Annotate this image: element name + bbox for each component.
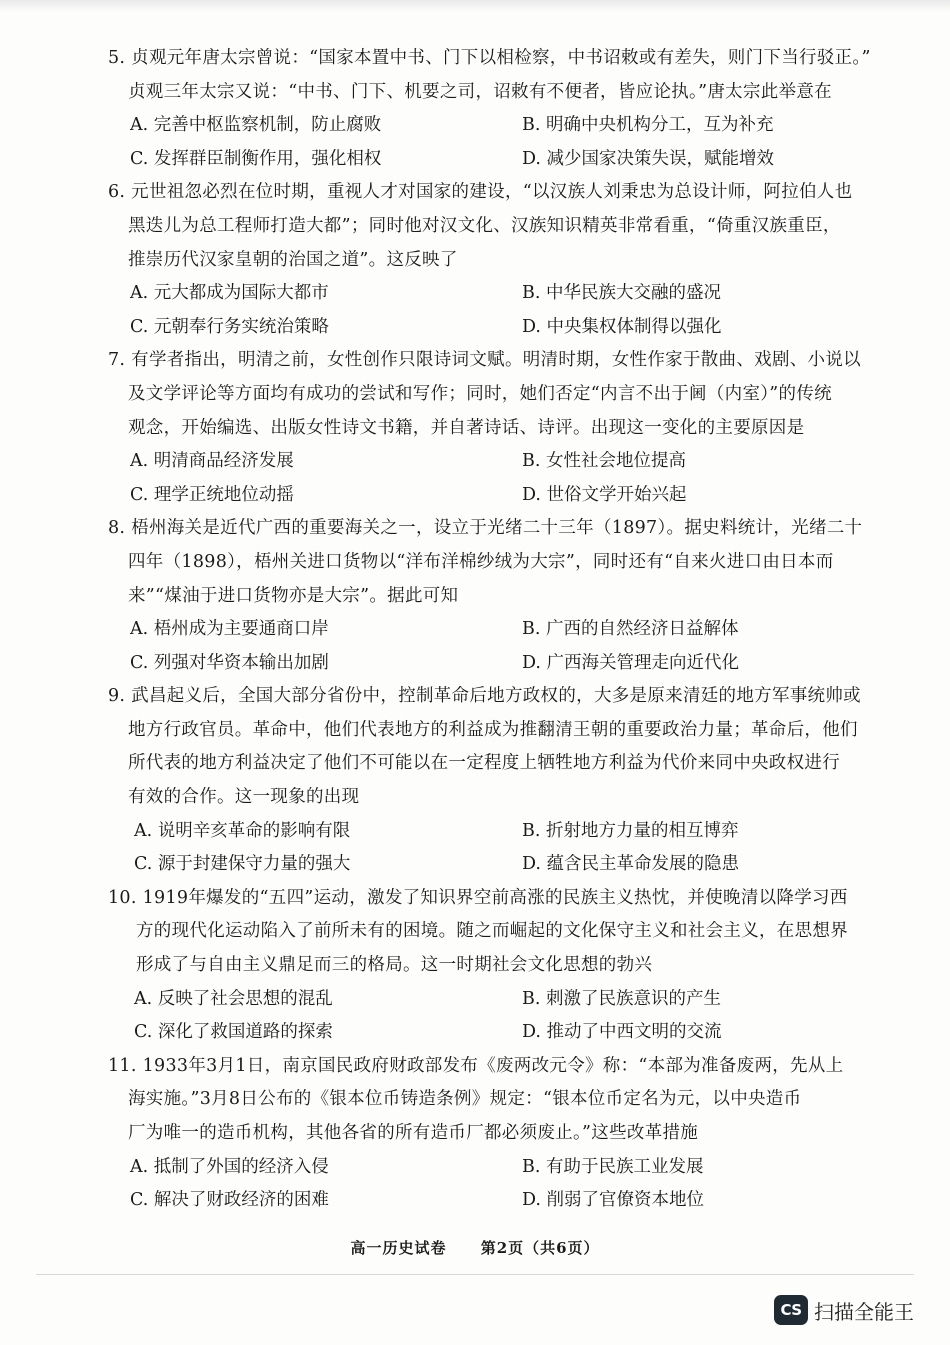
question-6-options-row-1 bbox=[108, 277, 864, 311]
question-10-options-row-2 bbox=[108, 1016, 864, 1050]
question-9-line-3: 所代表的地方利益决定了他们不可能以在一定程度上牺牲地方利益为代价来同中央政权进行 bbox=[128, 753, 840, 774]
question-9-line-2: 地方行政官员。革命中，他们代表地方的利益成为推翻清王朝的重要政治力量；革命后，他们 bbox=[128, 719, 858, 740]
question-7-line-3: 观念，开始编选、出版女性诗文书籍，并自著诗话、诗评。出现这一变化的主要原因是 bbox=[128, 417, 805, 438]
question-7 bbox=[108, 344, 864, 512]
question-9-options-row-1 bbox=[108, 815, 864, 849]
option-c: C. 深化了救国道路的探索 bbox=[134, 1022, 333, 1043]
question-11-line-3: 厂为唯一的造币机构，其他各省的所有造币厂都必须废止。”这些改革措施 bbox=[128, 1123, 699, 1143]
option-c: C. 源于封建保守力量的强大 bbox=[134, 854, 351, 875]
scanner-watermark bbox=[774, 1295, 914, 1325]
question-7-line-2: 及文学评论等方面均有成功的尝试和写作；同时，她们否定“内言不出于阃（内室）”的传统 bbox=[128, 383, 832, 404]
question-5-line-2: 贞观三年太宗又说：“中书、门下、机要之司，诏敕有不便者，皆应论执。”唐太宗此举意在 bbox=[128, 81, 832, 102]
footer-page-number: 第2页（共6页） bbox=[480, 1239, 600, 1257]
camscanner-logo-icon: CS bbox=[774, 1295, 808, 1325]
option-d: D. 广西海关管理走向近代化 bbox=[522, 652, 740, 673]
option-a: A. 抵制了外国的经济入侵 bbox=[130, 1156, 329, 1177]
option-d: D. 中央集权体制得以强化 bbox=[522, 316, 722, 337]
question-8 bbox=[108, 512, 864, 680]
question-5 bbox=[108, 42, 871, 176]
option-c: C. 元朝奉行务实统治策略 bbox=[130, 316, 329, 337]
question-6-line-3: 推崇历代汉家皇朝的治国之道”。这反映了 bbox=[128, 249, 458, 270]
question-8-line-3: 来”“煤油于进口货物亦是大宗”。据此可知 bbox=[128, 585, 459, 606]
question-8-line-1: 8. 梧州海关是近代广西的重要海关之一，设立于光绪二十三年（1897）。据史料统计，光绪二十 bbox=[108, 518, 863, 539]
question-8-line-2: 四年（1898），梧州关进口货物以“洋布洋棉纱绒为大宗”，同时还有“自来火进口由日本而 bbox=[128, 551, 834, 572]
question-8-options-row-1 bbox=[108, 613, 864, 647]
option-a: A. 梧州成为主要通商口岸 bbox=[130, 619, 329, 640]
option-b: B. 有助于民族工业发展 bbox=[522, 1156, 704, 1177]
question-9-line-1: 9. 武昌起义后，全国大部分省份中，控制革命后地方政权的，大多是原来清廷的地方军事统帅或 bbox=[108, 686, 861, 707]
option-a: A. 元大都成为国际大都市 bbox=[130, 283, 329, 304]
question-5-options-row-1 bbox=[108, 109, 864, 143]
question-11 bbox=[108, 1050, 864, 1218]
question-10 bbox=[108, 882, 864, 1050]
question-7-options-row-2 bbox=[108, 479, 864, 513]
scan-edge-shadow bbox=[0, 0, 950, 12]
option-a: A. 明清商品经济发展 bbox=[130, 451, 294, 472]
option-c: C. 解决了财政经济的困难 bbox=[130, 1190, 329, 1211]
question-6-line-1: 6. 元世祖忽必烈在位时期，重视人才对国家的建设，“以汉族人刘秉忠为总设计师，阿拉伯人也 bbox=[108, 182, 853, 203]
option-b: B. 明确中央机构分工，互为补充 bbox=[522, 115, 774, 136]
option-d: D. 推动了中西文明的交流 bbox=[522, 1022, 722, 1043]
questions-area bbox=[108, 42, 871, 1218]
question-11-options-row-1 bbox=[108, 1151, 864, 1185]
question-11-options-row-2 bbox=[108, 1184, 864, 1218]
question-7-options-row-1 bbox=[108, 445, 864, 479]
page-footer bbox=[0, 1237, 950, 1258]
option-c: C. 理学正统地位动摇 bbox=[130, 484, 294, 505]
question-9-options-row-2 bbox=[108, 848, 864, 882]
option-a: A. 完善中枢监察机制，防止腐败 bbox=[130, 115, 382, 136]
question-7-line-1: 7. 有学者指出，明清之前，女性创作只限诗词文赋。明清时期，女性作家于散曲、戏剧、小说以 bbox=[108, 350, 861, 371]
question-10-options-row-1 bbox=[108, 983, 864, 1017]
option-c: C. 发挥群臣制衡作用，强化相权 bbox=[130, 148, 382, 169]
question-6 bbox=[108, 176, 864, 344]
option-b: B. 女性社会地位提高 bbox=[522, 451, 686, 472]
question-11-line-2: 海实施。”3月8日公布的《银本位币铸造条例》规定：“银本位币定名为元，以中央造币 bbox=[128, 1089, 802, 1110]
option-c: C. 列强对华资本输出加剧 bbox=[130, 652, 329, 673]
question-9-line-4: 有效的合作。这一现象的出现 bbox=[128, 787, 360, 808]
option-a: A. 说明辛亥革命的影响有限 bbox=[134, 820, 351, 841]
question-5-options-row-2 bbox=[108, 143, 864, 177]
question-8-options-row-2 bbox=[108, 647, 864, 681]
option-b: B. 中华民族大交融的盛况 bbox=[522, 283, 721, 304]
option-b: B. 广西的自然经济日益解体 bbox=[522, 619, 739, 640]
option-d: D. 世俗文学开始兴起 bbox=[522, 484, 687, 505]
option-d: D. 蕴含民主革命发展的隐患 bbox=[522, 854, 740, 875]
question-9 bbox=[108, 680, 864, 882]
option-d: D. 减少国家决策失误，赋能增效 bbox=[522, 148, 775, 169]
footer-title: 高一历史试卷 bbox=[350, 1239, 447, 1257]
question-6-options-row-2 bbox=[108, 311, 864, 345]
option-b: B. 刺激了民族意识的产生 bbox=[522, 988, 721, 1009]
footer-divider bbox=[36, 1274, 914, 1275]
option-d: D. 削弱了官僚资本地位 bbox=[522, 1190, 705, 1211]
question-10-line-3: 形成了与自由主义鼎足而三的格局。这一时期社会文化思想的勃兴 bbox=[136, 955, 653, 976]
option-b: B. 折射地方力量的相互博弈 bbox=[522, 820, 739, 841]
question-10-line-2: 方的现代化运动陷入了前所未有的困境。随之而崛起的文化保守主义和社会主义，在思想界 bbox=[136, 921, 848, 942]
question-5-line-1: 5. 贞观元年唐太宗曾说：“国家本置中书、门下以相检察，中书诏敕或有差失，则门下当行驳正。” bbox=[108, 48, 871, 68]
option-a: A. 反映了社会思想的混乱 bbox=[134, 988, 333, 1009]
question-11-line-1: 11. 1933年3月1日，南京国民政府财政部发布《废两改元令》称：“本部为准备废两，先从上 bbox=[108, 1055, 844, 1076]
question-6-line-2: 黑迭儿为总工程师打造大都”；同时他对汉文化、汉族知识精英非常看重，“倚重汉族重臣， bbox=[128, 215, 841, 236]
watermark-label: 扫描全能王 bbox=[814, 1299, 914, 1324]
question-10-line-1: 10. 1919年爆发的“五四”运动，激发了知识界空前高涨的民族主义热忱，并使晚清以降学习西 bbox=[108, 887, 848, 908]
